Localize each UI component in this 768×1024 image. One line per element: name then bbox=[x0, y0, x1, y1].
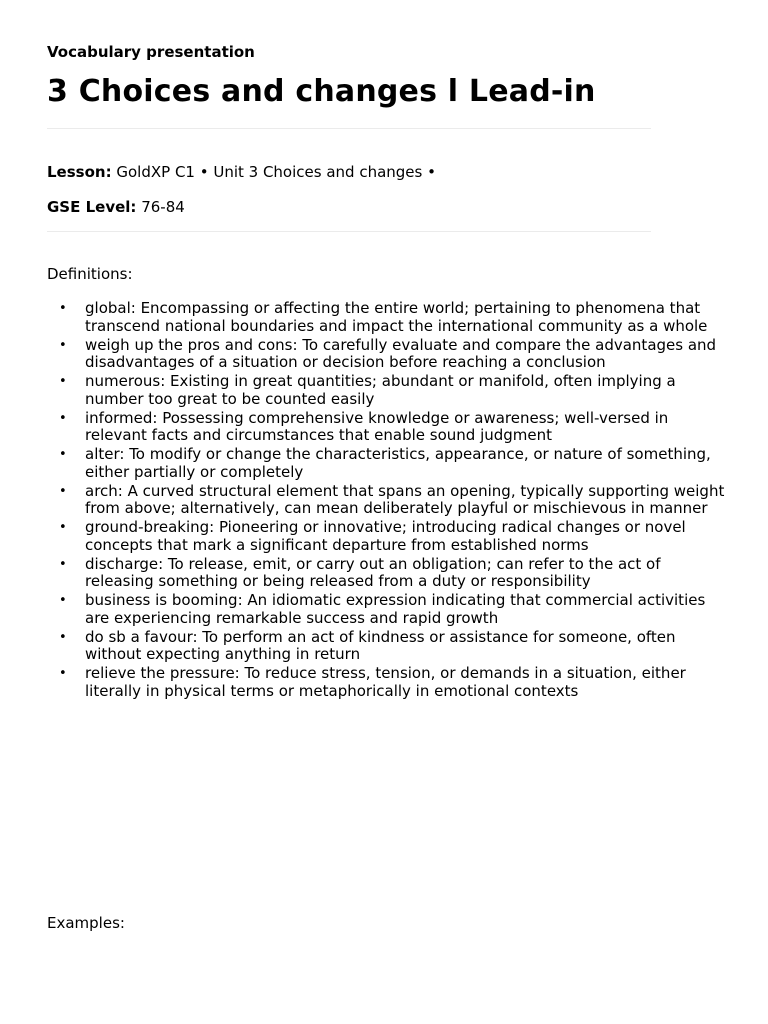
definition-item-informed bbox=[47, 410, 727, 445]
definition-text: weigh up the pros and cons: To carefully evaluate and compare the advantages and disadvantages of a situation or decision before reaching a conclusion bbox=[85, 335, 717, 371]
definition-item-business-is-booming bbox=[47, 592, 727, 627]
definition-text: numerous: Existing in great quantities; abundant or manifold, often implying a number too great to be counted easily bbox=[85, 372, 676, 408]
bullet-icon: • bbox=[59, 301, 67, 316]
definition-text: do sb a favour: To perform an act of kindness or assistance for someone, often without expecting anything in return bbox=[85, 627, 676, 663]
bullet-icon: • bbox=[59, 629, 67, 645]
definition-text: ground-breaking: Pioneering or innovative; introducing radical changes or novel concepts that mark a significant departure from established norms bbox=[85, 518, 686, 554]
definition-item-arch bbox=[47, 483, 727, 518]
definition-item-global bbox=[47, 300, 727, 335]
definition-text: discharge: To release, emit, or carry out an obligation; can refer to the act of releasing something or being released from a duty or responsibility bbox=[85, 554, 661, 590]
definition-text: relieve the pressure: To reduce stress, tension, or demands in a situation, either literally in physical terms or metaphorically in emotional contexts bbox=[85, 664, 686, 700]
meta-divider bbox=[47, 231, 651, 232]
bullet-icon: • bbox=[59, 520, 67, 535]
definition-item-alter bbox=[47, 446, 727, 481]
bullet-icon: • bbox=[59, 410, 67, 426]
definition-item-discharge bbox=[47, 556, 727, 591]
lesson-info bbox=[47, 163, 436, 181]
examples-heading: Examples: bbox=[47, 914, 125, 932]
definition-item-numerous bbox=[47, 373, 727, 408]
page-title: 3 Choices and changes l Lead-in bbox=[47, 74, 596, 109]
bullet-icon: • bbox=[59, 447, 67, 462]
definition-item-relieve-the-pressure bbox=[47, 665, 727, 700]
document-type-label: Vocabulary presentation bbox=[47, 43, 255, 61]
definition-text: global: Encompassing or affecting the entire world; pertaining to phenomena that transcend national boundaries and impact the international community as a whole bbox=[85, 299, 708, 335]
bullet-icon: • bbox=[59, 337, 67, 353]
definition-text: alter: To modify or change the characteristics, appearance, or nature of something, either partially or completely bbox=[85, 445, 711, 481]
bullet-icon: • bbox=[59, 666, 67, 681]
bullet-icon: • bbox=[59, 483, 67, 499]
definitions-list bbox=[47, 300, 727, 702]
definition-item-ground-breaking bbox=[47, 519, 727, 554]
definition-text: business is booming: An idiomatic expression indicating that commercial activities are experiencing remarkable success and rapid growth bbox=[85, 591, 706, 627]
definition-text: informed: Possessing comprehensive knowledge or awareness; well-versed in relevant facts and circumstances that enable sound judgment bbox=[85, 408, 669, 444]
definitions-heading: Definitions: bbox=[47, 265, 133, 283]
lesson-key: Lesson: bbox=[47, 163, 112, 181]
definition-item-weigh-up bbox=[47, 337, 727, 372]
title-divider bbox=[47, 128, 651, 129]
definition-text: arch: A curved structural element that spans an opening, typically supporting weight from above; alternatively, can mean deliberately playful or mischievous in manner bbox=[85, 481, 725, 517]
bullet-icon: • bbox=[59, 374, 67, 389]
definition-item-do-sb-a-favour bbox=[47, 629, 727, 664]
gse-level-info bbox=[47, 198, 185, 216]
bullet-icon: • bbox=[59, 556, 67, 572]
lesson-value: GoldXP C1 • Unit 3 Choices and changes • bbox=[116, 163, 436, 181]
bullet-icon: • bbox=[59, 593, 67, 608]
gse-level-key: GSE Level: bbox=[47, 198, 137, 216]
gse-level-value: 76-84 bbox=[141, 198, 185, 216]
